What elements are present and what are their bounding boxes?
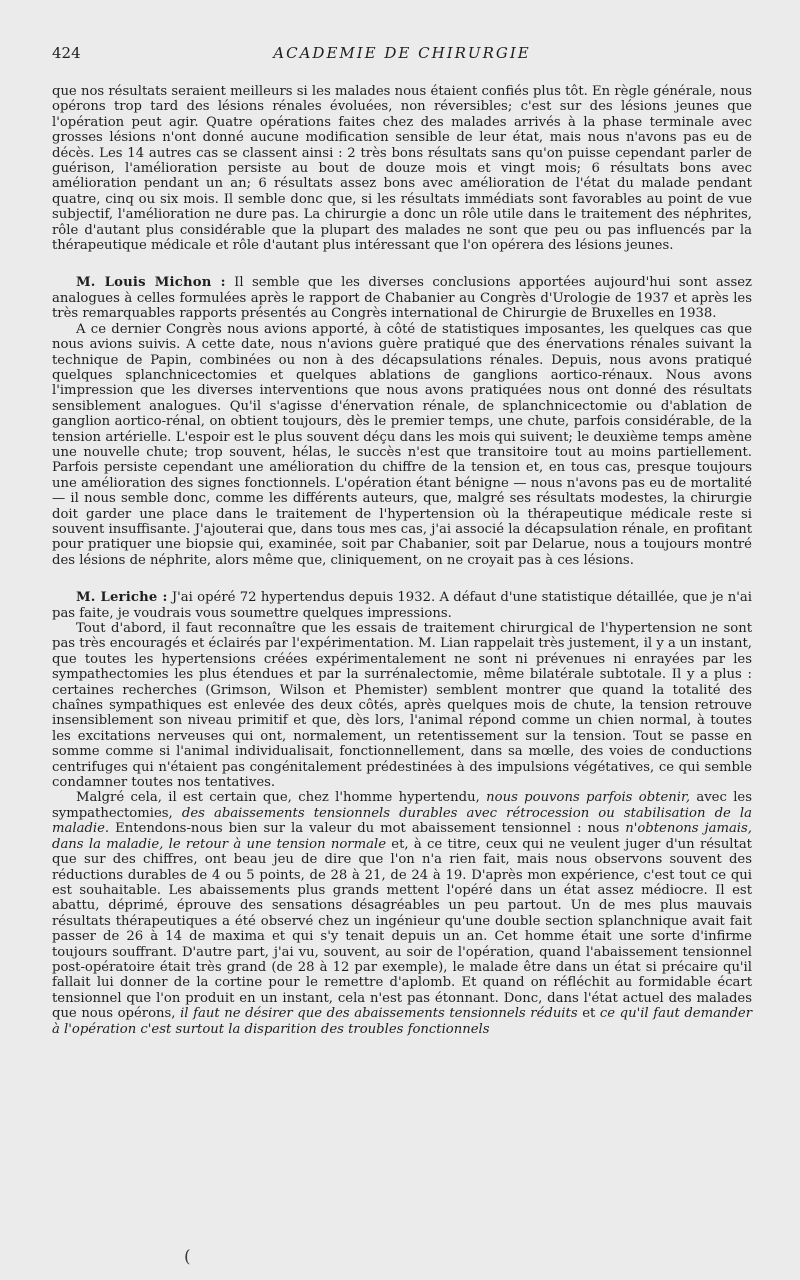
text-leriche-results-c: avec les sympathectomies, [52,790,752,821]
paragraph-michon-details: A ce dernier Congrès nous avions apporté, à côté de statistiques imposantes, les quelques cas que nous avions suivis. A cette date, nous n'avions guère pratiqué que des énervations rénales suivant la technique de Papin, combinées ou non à des décapsulations rénales. Depuis, nous avons pratiqué quelques splanchnicectomies et quelques ablations de ganglions aortico-rénaux. Nous avons l'impression que les diverses interventions que nous avons pratiquées nous ont donné des résultats sensiblement analogues. Qu'il s'agisse d'énervation rénale, de splanchnicectomie ou d'ablation de ganglion aortico-rénal, on obtient toujours, dès le premier temps, une chute, parfois considérable, de la tension artérielle. L'espoir est le plus souvent déçu dans les mois qui suivent; le deuxième temps amène une nouvelle chute; trop souvent, hélas, le succès n'est que transitoire tout au moins partiellement. Parfois persiste cependant une amélioration du chiffre de la tension et, en tous cas, presque toujours une amélioration des signes fonctionnels. L'opération étant bénigne — nous n'avons pas eu de mortalité — il nous semble donc, comme les différents auteurs, que, malgré ses résultats modestes, la chirurgie doit garder une place dans le traitement de l'hypertension où la thérapeutique médicale reste si souvent insuffisante. J'ajouterai que, dans tous mes cas, j'ai associé la décapsulation rénale, en profitant pour pratiquer une biopsie qui, examinée, soit par Chabanier, soit par Delarue, nous a toujours montré des lésions de néphrite, alors même que, cliniquement, on ne croyait pas à ces lésions. [52,321,752,568]
paragraph-leriche-results [52,790,752,1037]
emphasis-durable-reductions: des abaissements tensionnels durables avec rétrocession ou stabilisation de la maladie. [52,805,753,837]
speaker-leriche: M. Leriche : [76,590,168,606]
text-leriche-results-e: Entendons-nous bien sur la valeur du mot abaissement tensionnel : nous [115,821,620,837]
text-michon-intro: Il semble que les diverses conclusions apportées aujourd'hui sont assez analogues à celles formulées après le rapport de Chabanier au Congrès d'Urologie de 1937 et après les très remarquables rapports présentés au Congrès international de Chirurgie de Bruxelles en 1938. [52,275,752,322]
body-text [52,84,752,1037]
text-leriche-intro: J'ai opéré 72 hypertendus depuis 1932. A défaut d'une statistique détaillée, que je n'ai pas faite, je voudrais vous soumettre quelques impressions. [52,590,752,621]
text-leriche-results-g: et, à ce titre, ceux qui ne veulent juger d'un résultat que sur des chiffres, ont beau jeu de dire que l'on n'a rien fait, mais nous observons souvent des réductions durables de 4 ou 5 points, de 28 à 21, de 24 à 19. D'après mon expérience, c'est tout ce qui est souhaitable. Les abaissements plus grands mettent l'opéré dans un état assez médiocre. Il est abattu, déprimé, éprouve des sensations désagréables un peu partout. Un de mes plus mauvais résultats thérapeutiques a été observé chez un ingénieur qu'une double section splanchnique avait fait passer de 26 à 14 de maxima et qui s'y tenait depuis un an. Cet homme était une sorte d'infirme toujours souffrant. D'autre part, j'ai vu, souvent, au soir de l'opération, quand l'abaissement tensionnel post-opératoire était très grand (de 28 à 12 par exemple), le malade être dans un état si précaire qu'il fallait lui donner de la cortine pour le remettre d'aplomb. Et quand on réfléchit au formidable écart tensionnel que l'on produit en un instant, cela n'est pas étonnant. Donc, dans l'état actuel des malades que nous opérons, [52,836,752,1022]
text-leriche-results-i: et [582,1006,596,1022]
emphasis-never-normal-tension: n'obtenons jamais, dans la maladie, le retour à une tension normale [52,821,752,852]
running-title: ACADEMIE DE CHIRURGIE [273,44,531,62]
speaker-michon: M. Louis Michon : [76,275,226,291]
text-leriche-results-a: Malgré cela, il est certain que, chez l'homme hypertendu, [76,790,480,806]
emphasis-reduced-lowering: il faut ne désirer que des abaissements tensionnels réduits [180,1006,578,1022]
emphasis-functional-disorders: ce qu'il faut demander à l'opération c'est surtout la disparition des troubles fonctionnels [52,1006,753,1037]
emphasis-can-obtain: nous pouvons parfois obtenir, [486,790,691,806]
page-number: 424 [52,44,81,62]
section-gap [52,253,752,275]
page-header [52,44,752,68]
paragraph-leriche-background: Tout d'abord, il faut reconnaître que les essais de traitement chirurgical de l'hypertension ne sont pas très encouragés et éclairés par l'expérimentation. M. Lian rappelait très justement, il y a un instant, que toutes les hypertensions créées expérimentalement ne sont ni prévenues ni enrayées par les sympathectomies les plus étendues et par la surrénalectomie, même bilatérale subtotale. Il y a plus : certaines recherches (Grimson, Wilson et Phemister) semblent montrer que quand la totalité des chaînes sympathiques est enlevée des deux côtés, après quelques mois de chute, la tension retrouve insensiblement son niveau primitif et que, dès lors, l'animal répond comme un chien normal, à toutes les excitations nerveuses qui ont, normalement, un retentissement sur la tension. Tout se passe en somme comme si l'animal individualisait, fonctionnellement, dans sa mœlle, des voies de conductions centrifuges qui n'étaient pas congénitalement prédestinées à des impulsions végétatives, ce qui semble condamner toutes nos tentatives. [52,621,752,791]
footer-mark: ( [184,1247,191,1267]
paragraph-opening: que nos résultats seraient meilleurs si les malades nous étaient confiés plus tôt. En règle générale, nous opérons trop tard des lésions rénales évoluées, non réversibles; c'est sur des lésions jeunes que l'opération peut agir. Quatre opérations faites chez des malades arrivés à la phase terminale avec grosses lésions n'ont donné aucune modification sensible de leur état, mais nous n'avons pas eu de décès. Les 14 autres cas se classent ainsi : 2 très bons résultats sans qu'on puisse cependant parler de guérison, l'amélioration persiste au bout de douze mois et vingt mois; 6 résultats bons avec amélioration pendant un an; 6 résultats assez bons avec amélioration de l'état du malade pendant quatre, cinq ou six mois. Il semble donc que, si les résultats immédiats sont favorables au point de vue subjectif, l'amélioration ne dure pas. La chirurgie a donc un rôle utile dans le traitement des néphrites, rôle d'autant plus considérable que la plupart des malades ne sont que peu ou pas influencés par la thérapeutique médicale et rôle d'autant plus intéressant que l'on opérera des lésions jeunes. [52,84,752,254]
paragraph-michon-intro [52,275,752,321]
paragraph-leriche-intro [52,590,752,621]
section-gap [52,568,752,590]
